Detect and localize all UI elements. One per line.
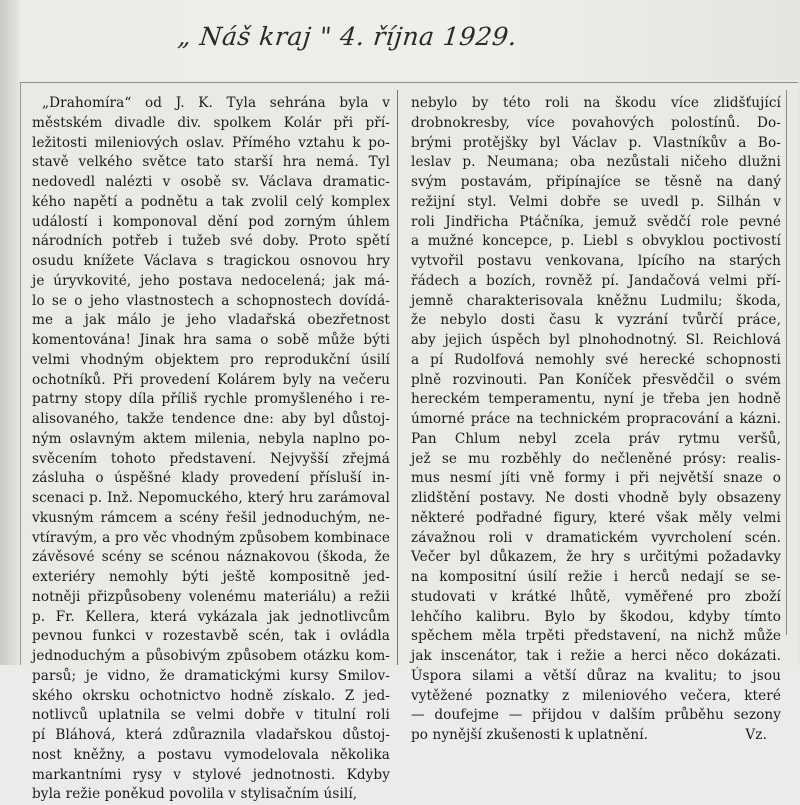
article-line: závěsové scény se scénou náznakovou (škoda, že	[32, 549, 390, 566]
right-column-rule	[786, 90, 787, 635]
article-line: že nebylo dosti času k vyzrání tvůrčí práce,	[411, 312, 781, 329]
article-line: aby jejich úspěch byl plnohodnotný. Sl. Reichlová	[411, 332, 781, 348]
article-line: ným oslavným aktem milenia, nebyla naplno po-	[32, 430, 390, 447]
article-line: jež se mu rozběhly do nečleněné prósy: realis-	[411, 450, 781, 467]
article-line: vtíravým, a pro věc vhodným způsobem kombinace	[32, 529, 390, 546]
article-line: stavě velkého světce tato starší hra nemá. Tyl	[32, 154, 390, 171]
article-line: byla režie poněkud povolila v stylisačním úsilí,	[32, 786, 358, 803]
article-line: markantními rysy v stylové jednotnosti. Kdyby	[32, 766, 390, 783]
article-line: svým postavám, připínajíce se těsně na daný	[411, 174, 781, 190]
article-line: „Drahomíra“ od J. K. Tyla sehrána byla v	[42, 95, 390, 111]
article-line: některé podřadné figury, které však měly velmi	[411, 509, 781, 526]
article-line: nost kněžny, a postavu vymodelovala několika	[32, 746, 390, 763]
article-line: — doufejme — přijdou v dalším průběhu sezony	[411, 707, 781, 724]
article-line: kého napětí a podnětu a tak zvolil celý komplex	[32, 193, 390, 210]
article-line: Večer byl důkazem, že hry s určitými požadavky	[411, 549, 781, 566]
column-divider	[397, 90, 398, 665]
article-column-left	[32, 94, 390, 805]
article-line: scenaci p. Inž. Nepomuckého, který hru zarámoval	[32, 490, 390, 506]
article-line: Pan Chlum nebyl zcela práv rytmu veršů,	[411, 430, 781, 447]
article-line: je úryvkovité, jeho postava nedocelená; jak má-	[32, 272, 390, 289]
article-line: pevnou funkci v rozestavbě scén, tak i ovládla	[32, 628, 390, 645]
article-line: komentována! Jinak hra sama o sobě může býti	[32, 332, 390, 348]
article-line: spěchem měla trpěti představení, na nichž může	[411, 628, 781, 645]
article-line: ochotníků. Při provedení Kolárem byly na večeru	[32, 371, 390, 388]
article-line: alisovaného, takže tendence dne: aby byl důstoj-	[32, 411, 390, 427]
article-line: exteriéry nemohly býti ještě kompositně jed-	[32, 569, 390, 585]
article-line: ského okrsku ochotnictvo hodně získalo. Z jed-	[32, 687, 390, 704]
article-line: me a jak málo je jeho vladařská obezřetnost	[32, 312, 390, 329]
article-line: osudu knížete Václava s tragickou osnovou hry	[32, 253, 390, 269]
article-column-right	[411, 94, 781, 746]
binding-shadow	[0, 0, 20, 665]
article-line: událostí i komponoval dění pod zorným úhlem	[32, 213, 390, 230]
article-line: leslav p. Neumana; oba nezůstali ničeho dlužni	[411, 154, 781, 171]
author-signature: Vz.	[745, 727, 767, 743]
article-line: ležitosti mileniových oslav. Přímého vztahu k po-	[32, 134, 390, 151]
article-line: svěcením tohoto představení. Nejvyšší zřejmá	[32, 450, 390, 467]
article-line: roli Jindřicha Ptáčníka, jemuž svědčí role pevné	[411, 213, 781, 230]
article-line: po nynější zkušenosti k uplatnění. Vz.	[411, 726, 781, 746]
article-line: Úspora silami a větší důraz na kvalitu; to jsou	[411, 667, 781, 684]
clipping-edge-left	[20, 82, 21, 665]
article-line: mus nesmí jíti vně formy i při největší snaze o	[411, 470, 781, 487]
article-line: úmorné práce na technickém propracování a kázni.	[411, 411, 781, 427]
article-line: režijní styl. Velmi dobře se uvedl p. Silhán v	[411, 193, 781, 210]
clipping-edge-top	[20, 82, 798, 83]
article-line: jemně charakterisovala kněžnu Ludmilu; škoda,	[411, 292, 781, 309]
article-line: pí Bláhová, která zdůraznila vladařskou důstoj-	[32, 727, 390, 743]
article-line: lehčího kalibru. Bylo by škodou, kdyby tímto	[411, 608, 781, 625]
article-line: patrny stopy díla příliš rychle promyšleného i re-	[32, 391, 390, 408]
article-line: velmi vhodným objektem pro reprodukční úsilí	[32, 351, 390, 368]
article-line: notněji přizpůsobeny volenému materiálu) a režii	[32, 588, 390, 605]
article-line: zlidštění postavy. Ne dosti vhodně byly obsazeny	[411, 490, 781, 506]
article-line: a mužné koncepce, p. Liebl s obvyklou poctivostí	[411, 233, 781, 250]
article-line: jednoduchým a působivým způsobem otázku kom-	[32, 648, 390, 664]
article-line: závažnou roli v dramatickém vyvrcholení scén.	[411, 529, 781, 546]
article-line: řádech a bozích, rovněž pí. Jandačová velmi pří-	[411, 272, 781, 289]
article-line: lo se o jeho vlastnostech a schopnostech dovídá-	[32, 292, 390, 309]
article-line: a pí Rudolfová nemohly své herecké schopnosti	[411, 351, 781, 368]
article-line: vytvořil postavu venkovana, lpícího na starých	[411, 253, 781, 269]
article-line: na kompositní úsilí režie i herců nedají se se-	[411, 569, 781, 585]
article-line: nebylo by této roli na škodu více zlidšťující	[411, 95, 781, 111]
article-line: plně rozvinouti. Pan Koníček přesvědčil o svém	[411, 371, 781, 388]
article-line: brými protějšky byl Václav p. Vlastníkův a Bo-	[411, 134, 781, 151]
article-line: městském divadle div. spolkem Kolár při pří-	[32, 114, 390, 131]
article-line: vkusným rámcem a scény řešil jednoduchým, ne-	[32, 509, 390, 526]
article-line: studovati v krátké lhůtě, vyměřené pro zboží	[411, 588, 781, 605]
article-line: parsů; je vidno, že dramatickými kursy Smilov-	[32, 667, 390, 684]
article-line: jak inscenátor, tak i režie a herci něco dokázati.	[411, 648, 781, 664]
article-line: drobnokresby, více povahových polostínů. Do-	[411, 114, 781, 131]
article-line: p. Fr. Kellera, která vykázala jak jednotlivcům	[32, 608, 390, 625]
article-line: hereckém temperamentu, nyní je třeba jen hodně	[411, 391, 781, 408]
article-line: nedovedl nalézti v osobě sv. Václava dramatic-	[32, 174, 390, 190]
article-line: notlivců uplatnila se velmi dobře v titulní roli	[32, 707, 390, 724]
article-line: národních potřeb i tužeb své doby. Proto spětí	[32, 233, 390, 250]
article-line: zásluha o úspěšné klady provedení přísluší in-	[32, 470, 390, 487]
handwritten-header: „ Náš kraj " 4. října 1929.	[176, 22, 519, 51]
article-line: vytěžené poznatky z mileniového večera, které	[411, 687, 781, 704]
